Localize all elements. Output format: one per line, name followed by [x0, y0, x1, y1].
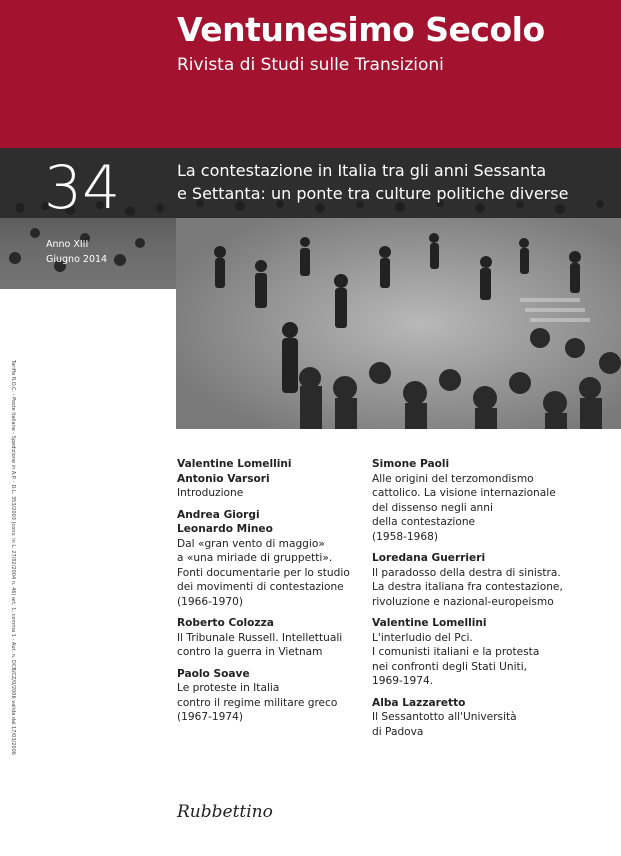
- toc-article-title: Dal «gran vento di maggio»: [177, 537, 325, 550]
- issue-number: 34: [44, 153, 121, 223]
- toc-entry: [372, 457, 572, 544]
- issue-title: [177, 159, 568, 205]
- toc-entry: [177, 616, 377, 660]
- toc-article-title: contro la guerra in Vietnam: [177, 646, 323, 658]
- toc-author: Valentine Lomellini: [177, 458, 292, 470]
- toc-entry: [177, 667, 377, 725]
- toc-article-title: Il Sessantotto all'Università: [372, 711, 517, 723]
- toc-author: Simone Paoli: [372, 458, 450, 470]
- toc-article-title: contro il regime militare greco: [177, 696, 338, 709]
- toc-author: Valentine Lomellini: [372, 617, 487, 629]
- toc-article-title: I comunisti italiani e la protesta: [372, 646, 540, 658]
- issue-title-line-2: e Settanta: un ponte tra culture politiche diverse: [177, 184, 569, 203]
- publisher-name: Rubbettino: [177, 802, 273, 822]
- toc-author: Loredana Guerrieri: [372, 552, 486, 564]
- toc-entry: [177, 508, 377, 610]
- toc-article-title: del dissenso negli anni: [372, 501, 493, 514]
- toc-article-title: Fonti documentarie per lo studio: [177, 566, 350, 579]
- toc-author: Leonardo Mineo: [177, 523, 273, 535]
- toc-author: Roberto Colozza: [177, 617, 274, 629]
- toc-article-title: (1967-1974): [177, 711, 244, 723]
- toc-article-title: Il paradosso della destra di sinistra.: [372, 566, 561, 579]
- left-white-area: [0, 289, 176, 856]
- journal-subtitle: Rivista di Studi sulle Transizioni: [177, 55, 444, 75]
- toc-author: Antonio Varsori: [177, 472, 270, 485]
- toc-article-title: rivoluzione e nazional-europeismo: [372, 595, 554, 608]
- toc-entry: [372, 696, 572, 740]
- toc-article-title: a «una miriade di gruppetti».: [177, 552, 333, 564]
- toc-entry: [372, 616, 572, 689]
- toc-article-title: dei movimenti di contestazione: [177, 581, 344, 593]
- toc-article-title: 1969-1974.: [372, 675, 434, 687]
- toc-article-title: cattolico. La visione internazionale: [372, 487, 556, 499]
- toc-left-column: [177, 457, 377, 732]
- journal-title: Ventunesimo Secolo: [177, 10, 545, 49]
- toc-article-title: (1966-1970): [177, 595, 244, 608]
- toc-article-title: L'interludio del Pci.: [372, 631, 473, 644]
- toc-author: Alba Lazzaretto: [372, 696, 466, 709]
- toc-article-title: nei confronti degli Stati Uniti,: [372, 660, 528, 673]
- toc-entry: [177, 457, 377, 501]
- issue-date: Giugno 2014: [46, 254, 108, 265]
- toc-author: Andrea Giorgi: [177, 508, 260, 521]
- toc-author: Paolo Soave: [177, 667, 250, 680]
- issue-year: Anno XIII: [46, 239, 89, 250]
- toc-entry: [372, 551, 572, 609]
- issue-title-line-1: La contestazione in Italia tra gli anni Sessanta: [177, 161, 547, 180]
- toc-article-title: di Padova: [372, 725, 424, 738]
- toc-article-title: Alle origini del terzomondismo: [372, 472, 534, 485]
- postal-note: Tariffa R.O.C. - Poste Italiane - Spedizione in A.P. - D.L. 353/2003 (conv. in L. 27/02/2004 n. 46) art. 1, comma 1 - Aut. n. DCB/CZ/0/2006 valida dal 17/03/2006: [10, 360, 16, 755]
- toc-article-title: (1958-1968): [372, 530, 439, 543]
- toc-article-title: Introduzione: [177, 487, 244, 499]
- toc-article-title: della contestazione: [372, 516, 476, 528]
- toc-article-title: La destra italiana fra contestazione,: [372, 581, 563, 593]
- issue-meta: [46, 237, 107, 267]
- toc-right-column: [372, 457, 572, 746]
- toc-article-title: Il Tribunale Russell. Intellettuali: [177, 631, 343, 644]
- toc-article-title: Le proteste in Italia: [177, 682, 280, 694]
